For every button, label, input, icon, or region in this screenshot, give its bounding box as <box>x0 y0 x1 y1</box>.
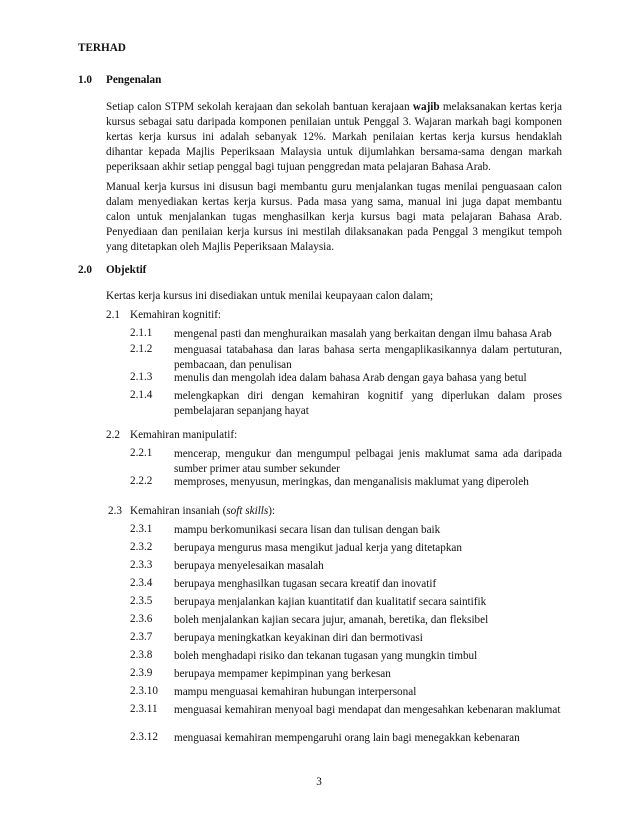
subsection-2-1-title: Kemahiran kognitif: <box>130 309 222 321</box>
restricted-header: TERHAD <box>78 42 126 54</box>
intro-p1-emphasis: wajib <box>412 101 440 113</box>
list-item-number: 2.3.6 <box>130 613 153 625</box>
list-item-number: 2.2.1 <box>130 447 153 459</box>
section-1-number: 1.0 <box>78 74 92 86</box>
list-item-number: 2.3.7 <box>130 631 153 643</box>
list-item-number: 2.1.4 <box>130 389 153 401</box>
list-item-text: melengkapkan diri dengan kemahiran kognitif yang diperlukan dalam proses pembelajaran sepanjang hayat <box>174 390 562 417</box>
objective-intro: Kertas kerja kursus ini disediakan untuk menilai keupayaan calon dalam; <box>106 290 434 302</box>
section-2-number: 2.0 <box>78 264 92 276</box>
intro-p1-text-b: melaksanakan kertas kerja kursus sebagai satu daripada komponen penilaian untuk Penggal 3. Wajaran markah bagi komponen kertas kerja kursus ini adalah sebanyak 12%. Markah penilaian kertas kerja kursus hendaklah dihantar kepada Majlis Peperiksaan Malaysia untuk dijumlahkan bersama-sama dengan markah peperiksaan akhir setiap penggal bagi tujuan penggredan mata pelajaran Bahasa Arab. <box>106 101 562 173</box>
subsection-2-3-number: 2.3 <box>108 505 122 517</box>
list-item-text: menguasai kemahiran menyoal bagi mendapat dan mengesahkan kebenaran maklumat <box>174 704 561 716</box>
list-item-text: berupaya menjalankan kajian kuantitatif dan kualitatif secara saintifik <box>174 596 487 608</box>
list-item-text: mengenal pasti dan menghuraikan masalah yang berkaitan dengan ilmu bahasa Arab <box>174 328 552 340</box>
list-item-number: 2.1.3 <box>130 371 153 383</box>
list-item-number: 2.3.3 <box>130 559 153 571</box>
subsection-2-1-number: 2.1 <box>106 309 120 321</box>
list-item-number: 2.3.4 <box>130 577 153 589</box>
list-item-number: 2.2.2 <box>130 475 153 487</box>
list-item-number: 2.3.12 <box>130 731 158 743</box>
list-item-number: 2.3.11 <box>130 703 158 715</box>
list-item-number: 2.3.5 <box>130 595 153 607</box>
list-item-number: 2.1.2 <box>130 343 153 355</box>
section-2-title: Objektif <box>106 264 147 276</box>
subsection-2-3-title-a: Kemahiran insaniah ( <box>130 505 227 517</box>
list-item-text: berupaya mengurus masa mengikut jadual kerja yang ditetapkan <box>174 542 462 554</box>
list-item-number: 2.3.1 <box>130 523 153 535</box>
list-item-number: 2.3.8 <box>130 649 153 661</box>
list-item-text: menulis dan mengolah idea dalam bahasa Arab dengan gaya bahasa yang betul <box>174 372 527 384</box>
list-item-number: 2.1.1 <box>130 327 153 339</box>
page-number: 3 <box>316 776 322 788</box>
list-item-text: memproses, menyusun, meringkas, dan menganalisis maklumat yang diperoleh <box>174 476 529 488</box>
list-item-text: berupaya menyelesaikan masalah <box>174 560 324 572</box>
subsection-2-3-title-c: ): <box>268 505 276 517</box>
list-item-text: mencerap, mengukur dan mengumpul pelbagai jenis maklumat sama ada daripada sumber primer atau sumber sekunder <box>174 448 562 475</box>
list-item-text: boleh menghadapi risiko dan tekanan tugasan yang mungkin timbul <box>174 650 478 662</box>
intro-p1-text-a: Setiap calon STPM sekolah kerajaan dan sekolah bantuan kerajaan <box>106 101 413 113</box>
list-item-text: berupaya menghasilkan tugasan secara kreatif dan inovatif <box>174 578 437 590</box>
list-item-text: menguasai tatabahasa dan laras bahasa serta mengaplikasikannya dalam pertuturan, pembacaan, dan penulisan <box>174 344 562 371</box>
list-item-text: mampu berkomunikasi secara lisan dan tulisan dengan baik <box>174 524 441 536</box>
subsection-2-2-title: Kemahiran manipulatif: <box>130 429 238 441</box>
list-item-text: berupaya mempamer kepimpinan yang berkesan <box>174 668 391 680</box>
list-item-text: menguasai kemahiran mempengaruhi orang lain bagi menegakkan kebenaran <box>174 732 520 744</box>
intro-paragraph-2: Manual kerja kursus ini disusun bagi membantu guru menjalankan tugas menilai penguasaan calon dalam menyediakan kertas kerja kursus. Pada masa yang sama, manual ini juga dapat membantu calon untuk menjalankan tugas menghasilkan kerja kursus bagi mata pelajaran Bahasa Arab. Penyediaan dan penilaian kerja kursus ini mestilah dilaksanakan pada Penggal 3 mengikut tempoh yang ditetapkan oleh Majlis Peperiksaan Malaysia. <box>106 181 562 253</box>
subsection-2-3-title-italic: soft skills <box>226 505 269 517</box>
list-item-text: mampu menguasai kemahiran hubungan interpersonal <box>174 686 417 698</box>
list-item-text: berupaya meningkatkan keyakinan diri dan bermotivasi <box>174 632 423 644</box>
section-1-title: Pengenalan <box>106 74 162 86</box>
list-item-number: 2.3.9 <box>130 667 153 679</box>
intro-paragraph-1 <box>106 100 562 175</box>
list-item-number: 2.3.2 <box>130 541 153 553</box>
list-item-text: boleh menjalankan kajian secara jujur, amanah, beretika, dan fleksibel <box>174 614 489 626</box>
list-item-number: 2.3.10 <box>130 685 158 697</box>
subsection-2-2-number: 2.2 <box>106 429 120 441</box>
subsection-2-3-title <box>130 505 275 517</box>
